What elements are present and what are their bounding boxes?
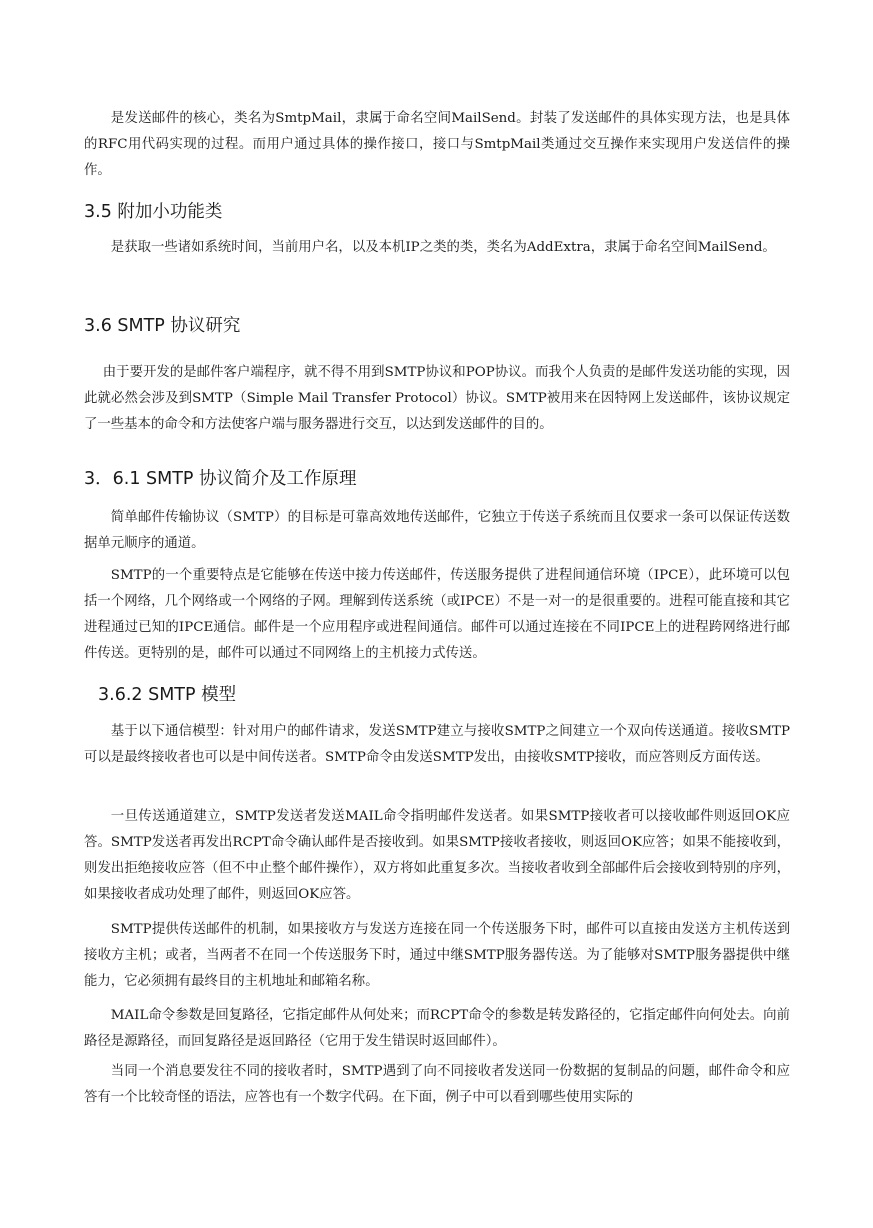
paragraph-smtp-model — [84, 719, 790, 771]
section-heading-3-6 — [84, 314, 790, 338]
paragraph-text: 当同一个消息要发往不同的接收者时，SMTP遇到了向不同接收者发送同一份数据的复制品的问题，邮件命令和应答有一个比较奇怪的语法，应答也有一个数字代码。在下面，例子中可以看到哪些使用实际的 — [84, 1064, 790, 1105]
paragraph-text: SMTP的一个重要特点是它能够在传送中接力传送邮件，传送服务提供了进程间通信环境（IPCE），此环境可以包括一个网络，几个网络或一个网络的子网。理解到传送系统（或IPCE）不是一对一的是很重要的。进程可能直接和其它进程通过已知的IPCE通信。邮件是一个应用程序或进程间通信。邮件可以通过连接在不同IPCE上的进程跨网络进行邮件传送。更特别的是，邮件可以通过不同网络上的主机接力式传送。 — [84, 568, 790, 661]
paragraph-text: MAIL命令参数是回复路径，它指定邮件从何处来；而RCPT命令的参数是转发路径的，它指定邮件向何处去。向前路径是源路径，而回复路径是返回路径（它用于发生错误时返回邮件）。 — [84, 1008, 790, 1049]
paragraph-text: 是发送邮件的核心，类名为SmtpMail，隶属于命名空间MailSend。封装了发送邮件的具体实现方法，也是具体的RFC用代码实现的过程。而用户通过具体的操作接口，接口与SmtpMail类通过交互操作来实现用户发送信件的操作。 — [84, 111, 790, 178]
paragraph-path-parameters — [84, 1003, 790, 1055]
heading-text: 3.5 附加小功能类 — [84, 202, 223, 222]
paragraph-smtp-intro — [84, 505, 790, 557]
section-heading-3-5 — [84, 200, 790, 224]
section-heading-3-6-1 — [84, 467, 790, 491]
paragraph-addextra-class — [84, 235, 790, 261]
paragraph-relay-mechanism — [84, 917, 790, 995]
paragraph-text: 简单邮件传输协议（SMTP）的目标是可靠高效地传送邮件，它独立于传送子系统而且仅要求一条可以保证传送数据单元顺序的通道。 — [84, 510, 790, 551]
section-heading-3-6-2 — [98, 683, 804, 707]
heading-text: 3.6.2 SMTP 模型 — [98, 685, 237, 705]
paragraph-mail-command — [84, 804, 790, 908]
paragraph-text: SMTP提供传送邮件的机制，如果接收方与发送方连接在同一个传送服务下时，邮件可以直接由发送方主机传送到接收方主机；或者，当两者不在同一个传送服务下时，通过中继SMTP服务器传送。为了能够对SMTP服务器提供中继能力，它必须拥有最终目的主机地址和邮箱名称。 — [84, 922, 790, 989]
paragraph-smtp-research — [84, 360, 790, 438]
paragraph-multiple-recipients — [84, 1059, 790, 1111]
paragraph-text: 是获取一些诸如系统时间，当前用户名，以及本机IP之类的类，类名为AddExtra，隶属于命名空间MailSend。 — [110, 240, 776, 255]
paragraph-text: 一旦传送通道建立，SMTP发送者发送MAIL命令指明邮件发送者。如果SMTP接收者可以接收邮件则返回OK应答。SMTP发送者再发出RCPT命令确认邮件是否接收到。如果SMTP接收者接收，则返回OK应答；如果不能接收到，则发出拒绝接收应答（但不中止整个邮件操作），双方将如此重复多次。当接收者收到全部邮件后会接收到特别的序列，如果接收者成功处理了邮件，则返回OK应答。 — [84, 809, 790, 902]
heading-text: 3．6.1 SMTP 协议简介及工作原理 — [84, 469, 357, 489]
heading-text: 3.6 SMTP 协议研究 — [84, 316, 241, 336]
paragraph-smtp-relay — [84, 563, 790, 667]
paragraph-smtpmail-class — [84, 106, 790, 184]
paragraph-text: 基于以下通信模型：针对用户的邮件请求，发送SMTP建立与接收SMTP之间建立一个双向传送通道。接收SMTP可以是最终接收者也可以是中间传送者。SMTP命令由发送SMTP发出，由接收SMTP接收，而应答则反方面传送。 — [84, 724, 790, 765]
paragraph-text: 由于要开发的是邮件客户端程序，就不得不用到SMTP协议和POP协议。而我个人负责的是邮件发送功能的实现，因此就必然会涉及到SMTP（Simple Mail Transfer Protocol）协议。SMTP被用来在因特网上发送邮件，该协议规定了一些基本的命令和方法使客户端与服务器进行交互，以达到发送邮件的目的。 — [84, 365, 790, 432]
